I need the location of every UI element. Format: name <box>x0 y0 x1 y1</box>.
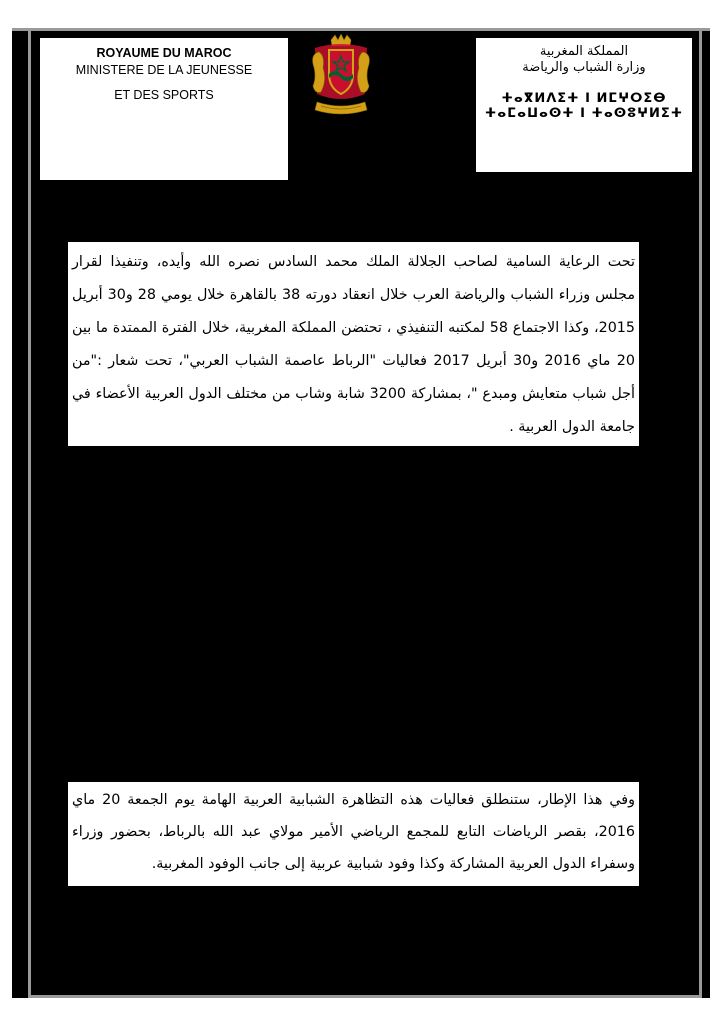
header-left-french <box>40 38 288 180</box>
header-kingdom-fr: ROYAUME DU MAROC <box>96 46 232 60</box>
header-ministry-ar: وزارة الشباب والرياضة <box>522 60 646 75</box>
moroccan-coat-of-arms-icon <box>309 34 373 120</box>
body-paragraph-2: وفي هذا الإطار، ستنطلق فعاليات هذه التظاهرة الشبابية العربية الهامة يوم الجمعة 20 ماي 2016، بقصر الرياضات التابع للمجمع الرياضي الأمير مولاي عبد الله بالرباط، بحضور وزراء وسفراء الدول العربية المشاركة وكذا وفود شبابية عربية إلى جانب الوفود المغربية. <box>68 782 639 886</box>
header-ministry-fr: MINISTERE DE LA JEUNESSE <box>75 63 253 77</box>
body-paragraph-1: تحت الرعاية السامية لصاحب الجلالة الملك محمد السادس نصره الله وأيده، وتنفيذا لقرار مجلس وزراء الشباب والرياضة العرب خلال انعقاد دورته 38 بالقاهرة خلال يومي 28 و30 أبريل 2015، وكذا الاجتماع 58 لمكتبه التنفيذي ، تحتضن المملكة المغربية، خلال الفترة الممتدة ما بين 20 ماي 2016 و30 أبريل 2017 فعاليات "الرباط عاصمة الشباب العربي"، تحت شعار :"من أجل شباب متعايش ومبدع "، بمشاركة 3200 شابة وشاب من مختلف الدول العربية الأعضاء في جامعة الدول العربية . <box>68 242 639 446</box>
header-right-arabic <box>476 38 692 172</box>
header-sports-fr: ET DES SPORTS <box>114 88 214 102</box>
header-kingdom-ar: المملكة المغربية <box>539 44 629 59</box>
header-ministry-tifinagh: ⵜⴰⴳⵍⴷⵉⵜ ⵏ ⵍⵎⵖⵔⵉⴱ ⵜⴰⵎⴰⵡⴰⵙⵜ ⵏ ⵜⴰⵙⵓⵖⵍⵉⵜ <box>484 91 684 121</box>
